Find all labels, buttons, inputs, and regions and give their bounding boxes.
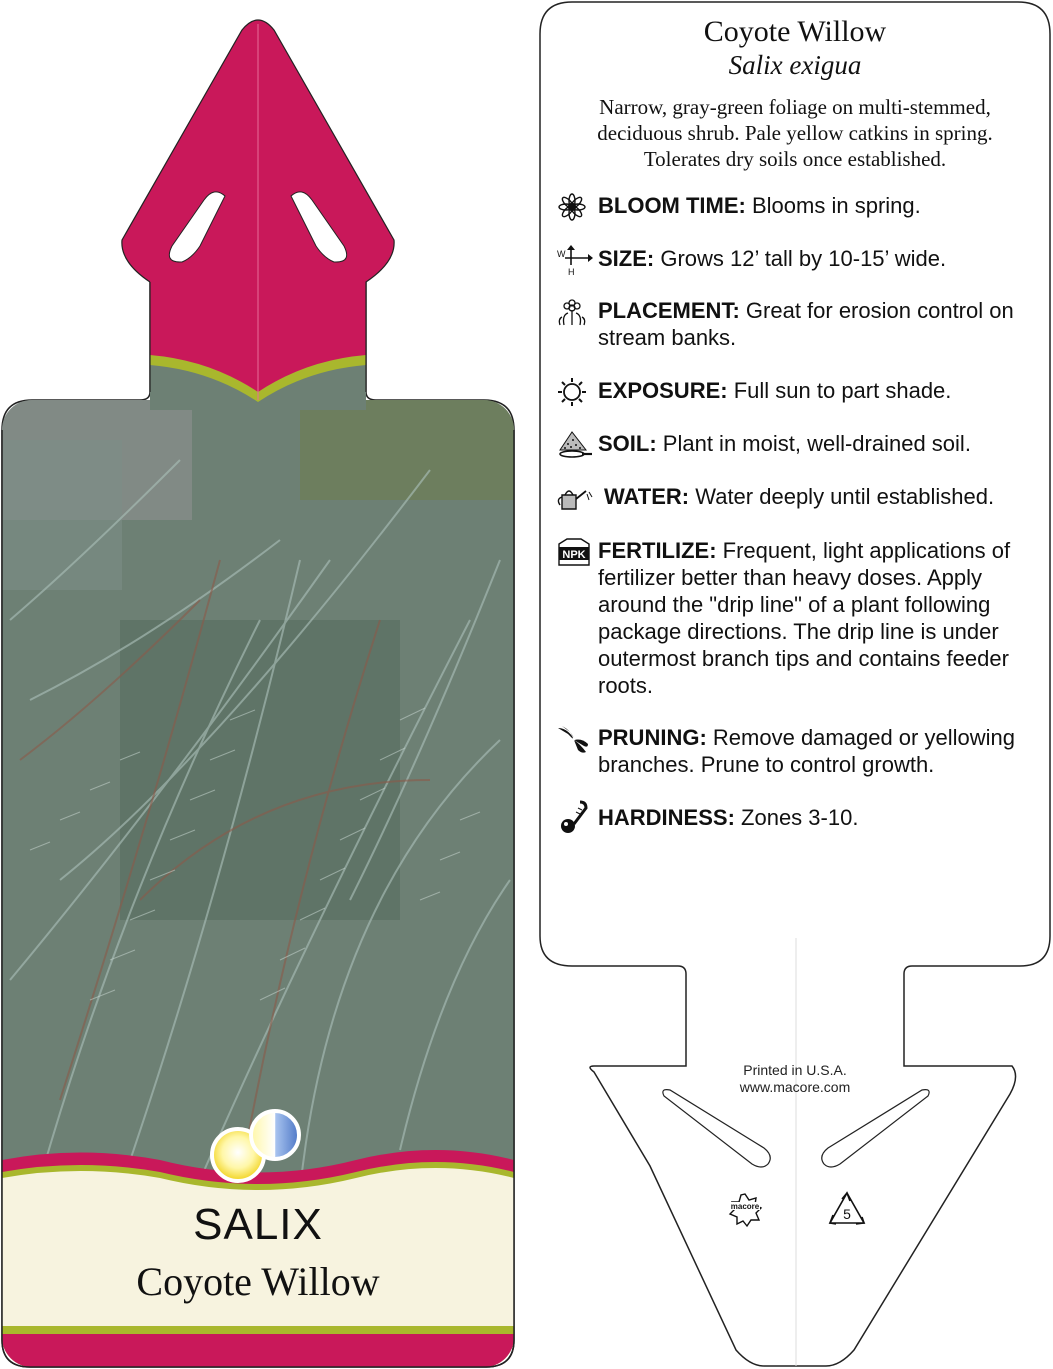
- printer-url: www.macore.com: [739, 1079, 851, 1095]
- sun-icon: [556, 377, 594, 407]
- front-name-block: [0, 1200, 516, 1305]
- care-item-placement: [556, 297, 1026, 351]
- printed-in-text: Printed in U.S.A.: [743, 1062, 847, 1078]
- watering-can-icon: [556, 483, 594, 513]
- back-header: [560, 14, 1030, 172]
- recycle-number: 5: [843, 1206, 851, 1222]
- genus-name: SALIX: [193, 1200, 323, 1249]
- care-text: Zones 3-10.: [741, 805, 859, 830]
- common-name: Coyote Willow: [136, 1259, 380, 1304]
- care-item-water: [556, 483, 1026, 510]
- care-text: Frequent, light applications of fertilizer better than heavy doses. Apply around the "drip line" of a plant following package directions. The drip line is under outermost branch tips and contains feeder roots.: [598, 538, 1011, 698]
- care-item-hardiness: [556, 804, 1026, 831]
- care-item-bloom-time: [556, 192, 1026, 219]
- care-label: FERTILIZE:: [598, 538, 717, 563]
- pruning-shears-icon: [556, 724, 594, 754]
- care-text: Full sun to part shade.: [733, 378, 952, 403]
- part-shade-icon: [251, 1111, 299, 1159]
- care-item-pruning: [556, 724, 1026, 778]
- recycle-icon: [826, 1190, 868, 1228]
- botanical-name: Salix exigua: [728, 50, 862, 80]
- size-arrows-icon: [556, 245, 594, 275]
- care-label: SOIL:: [598, 431, 657, 456]
- macore-logo-icon: [722, 1188, 768, 1228]
- back-title: Coyote Willow: [703, 15, 887, 48]
- care-label: PLACEMENT:: [598, 298, 740, 323]
- npk-label: NPK: [562, 549, 586, 561]
- care-text: Water deeply until established.: [695, 484, 995, 509]
- care-label: EXPOSURE:: [598, 378, 728, 403]
- care-text: Grows 12’ tall by 10-15’ wide.: [660, 246, 947, 271]
- care-item-fertilize: [556, 537, 1026, 699]
- care-text: Remove damaged or yellowing branches. Prune to control growth.: [598, 725, 1015, 777]
- front-tag: [0, 0, 520, 1369]
- care-label: PRUNING:: [598, 725, 707, 750]
- plant-photo: [2, 380, 514, 1200]
- care-text: Plant in moist, well-drained soil.: [662, 431, 971, 456]
- care-label: WATER:: [604, 484, 690, 509]
- thermometer-icon: [556, 800, 594, 834]
- fertilizer-npk-icon: [556, 537, 594, 567]
- care-text: Great for erosion control on stream banks.: [598, 298, 1014, 350]
- size-icon-width-letter: W: [557, 249, 566, 259]
- placement-plants-icon: [556, 297, 594, 327]
- macore-logo-text: macore: [730, 1202, 760, 1211]
- printer-info: [700, 1062, 890, 1096]
- care-label: HARDINESS:: [598, 805, 735, 830]
- care-label: SIZE:: [598, 246, 655, 271]
- care-text: Blooms in spring.: [752, 193, 921, 218]
- soil-trowel-icon: [556, 430, 594, 460]
- flower-icon: [556, 192, 594, 222]
- care-label: BLOOM TIME:: [598, 193, 746, 218]
- plant-description: Narrow, gray-green foliage on multi-stemmed, deciduous shrub. Pale yellow catkins in spring. Tolerates dry soils once established.: [597, 95, 993, 171]
- care-item-exposure: [556, 377, 1026, 404]
- size-icon-height-letter: H: [568, 267, 575, 275]
- care-item-size: [556, 245, 1026, 275]
- care-item-soil: [556, 430, 1026, 457]
